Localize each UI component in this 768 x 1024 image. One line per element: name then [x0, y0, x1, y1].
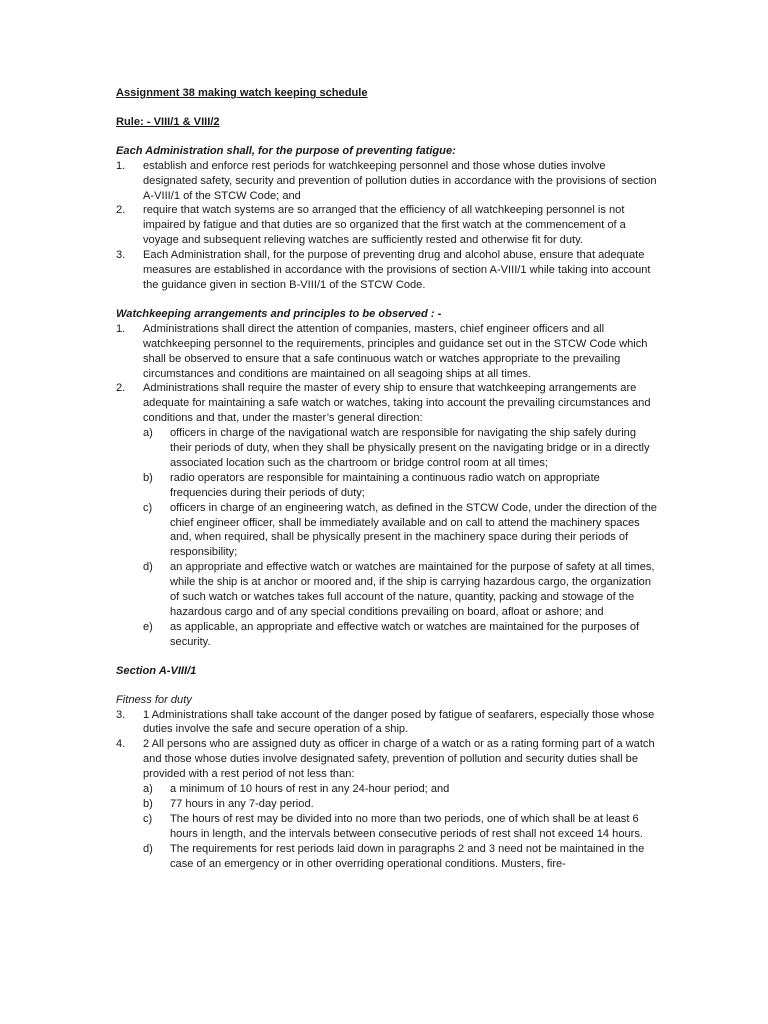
item-number: 1.	[116, 322, 126, 335]
sub-item-text: officers in charge of the navigational watch are responsible for navigating the ship safely during their periods of duty, when they shall be physically present on the navigating bridge or in a directly associated location such as the chartroom or bridge control room at all times;	[170, 427, 650, 469]
sub-item-letter: a)	[143, 783, 153, 796]
item-text: Administrations shall require the master of every ship to ensure that watchkeeping arrangements are adequate for maintaining a safe watch or watches, taking into account the prevailing circumstances and conditions and that, under the master’s general direction:	[143, 382, 651, 425]
sub-item-text: radio operators are responsible for maintaining a continuous radio watch on appropriate frequencies during their periods of duty;	[170, 471, 600, 499]
list-item	[116, 203, 658, 248]
item-text: require that watch systems are so arranged that the efficiency of all watchkeeping personnel is not impaired by fatigue and that duties are so organized that the first watch at the commencement of a voyage and subsequent relieving watches are sufficiently rested and otherwise fit for duty.	[143, 204, 626, 247]
item-number: 3.	[116, 249, 126, 262]
section2-heading: Watchkeeping arrangements and principles to be observed : -	[116, 307, 442, 320]
sub-item-letter: c)	[143, 501, 153, 514]
list-item	[116, 322, 658, 382]
sub-list-item	[143, 842, 658, 872]
sub-item-letter: d)	[143, 842, 153, 855]
list-item	[116, 159, 658, 204]
sub-list-item	[143, 501, 658, 561]
rule-reference: Rule: - VIII/1 & VIII/2	[116, 115, 220, 128]
sub-item-letter: b)	[143, 471, 153, 484]
sub-item-letter: a)	[143, 427, 153, 440]
sub-item-text: as applicable, an appropriate and effective watch or watches are maintained for the purposes of security.	[170, 620, 640, 648]
section3-sublist	[143, 782, 658, 871]
item-number: 1.	[116, 159, 126, 172]
sub-item-text: The hours of rest may be divided into no more than two periods, one of which shall be at least 6 hours in length, and the intervals between consecutive periods of rest shall not exceed 14 hours.	[170, 812, 644, 840]
sub-list-item	[143, 620, 658, 650]
section1-heading: Each Administration shall, for the purpose of preventing fatigue:	[116, 144, 456, 157]
sub-item-text: officers in charge of an engineering watch, as defined in the STCW Code, under the direction of the chief engineer officer, shall be immediately available and on call to attend the machinery spaces and, when required, shall be physically present in the machinery space during their periods of responsibility;	[170, 501, 657, 559]
item-number: 4.	[116, 738, 126, 751]
list-item	[116, 737, 658, 871]
sub-item-text: an appropriate and effective watch or watches are maintained for the purpose of safety at all times, while the ship is at anchor or moored and, if the ship is carrying hazardous cargo, the organization of such watch or watches takes full account of the nature, quantity, packing and stowage of the hazardous cargo and of any special conditions prevailing on board, afloat or ashore; and	[170, 561, 655, 618]
section3-heading: Section A-VIII/1	[116, 664, 197, 677]
sub-list-item	[143, 782, 658, 797]
item-text: 1 Administrations shall take account of the danger posed by fatigue of seafarers, especially those whose duties involve the safe and secure operation of a ship.	[143, 708, 655, 736]
item-number: 2.	[116, 382, 126, 395]
item-text: establish and enforce rest periods for watchkeeping personnel and those whose duties involve designated safety, security and prevention of pollution duties in accordance with the provisions of section A-VIII/1 of the STCW Code; and	[143, 159, 657, 202]
sub-item-text: 77 hours in any 7-day period.	[170, 797, 314, 810]
item-number: 2.	[116, 204, 126, 217]
section2-list	[116, 322, 658, 650]
sub-list-item	[143, 812, 658, 842]
sub-item-text: a minimum of 10 hours of rest in any 24-hour period; and	[170, 783, 450, 796]
list-item	[116, 381, 658, 649]
sub-list-item	[143, 797, 658, 812]
sub-list-item	[143, 560, 658, 620]
document-title: Assignment 38 making watch keeping schedule	[116, 87, 368, 99]
item-number: 3.	[116, 708, 126, 721]
sub-item-letter: c)	[143, 812, 153, 825]
sub-item-letter: e)	[143, 620, 153, 633]
list-item	[116, 248, 658, 293]
sub-list-item	[143, 426, 658, 471]
item-text: 2 All persons who are assigned duty as officer in charge of a watch or as a rating forming part of a watch and those whose duties involve designated safety, prevention of pollution and security duties shall be provided with a rest period of not less than:	[143, 738, 655, 781]
section1-list	[116, 159, 658, 293]
sub-item-letter: d)	[143, 561, 153, 574]
section2-sublist	[143, 426, 658, 650]
section3-subheading: Fitness for duty	[116, 693, 192, 706]
sub-item-text: The requirements for rest periods laid down in paragraphs 2 and 3 need not be maintained in the case of an emergency or in other overriding operational conditions. Musters, fire-	[170, 842, 645, 870]
section3-list	[116, 708, 658, 872]
list-item	[116, 708, 658, 738]
item-text: Administrations shall direct the attention of companies, masters, chief engineer officers and all watchkeeping personnel to the requirements, principles and guidance set out in the STCW Code which shall be observed to ensure that a safe continuous watch or watches appropriate to the prevailing circumstances and conditions are maintained on all seagoing ships at all times.	[143, 322, 648, 380]
sub-item-letter: b)	[143, 797, 153, 810]
item-text: Each Administration shall, for the purpose of preventing drug and alcohol abuse, ensure that adequate measures are established in accordance with the provisions of section A-VIII/1 while taking into account the guidance given in section B-VIII/1 of the STCW Code.	[143, 249, 651, 291]
sub-list-item	[143, 471, 658, 501]
